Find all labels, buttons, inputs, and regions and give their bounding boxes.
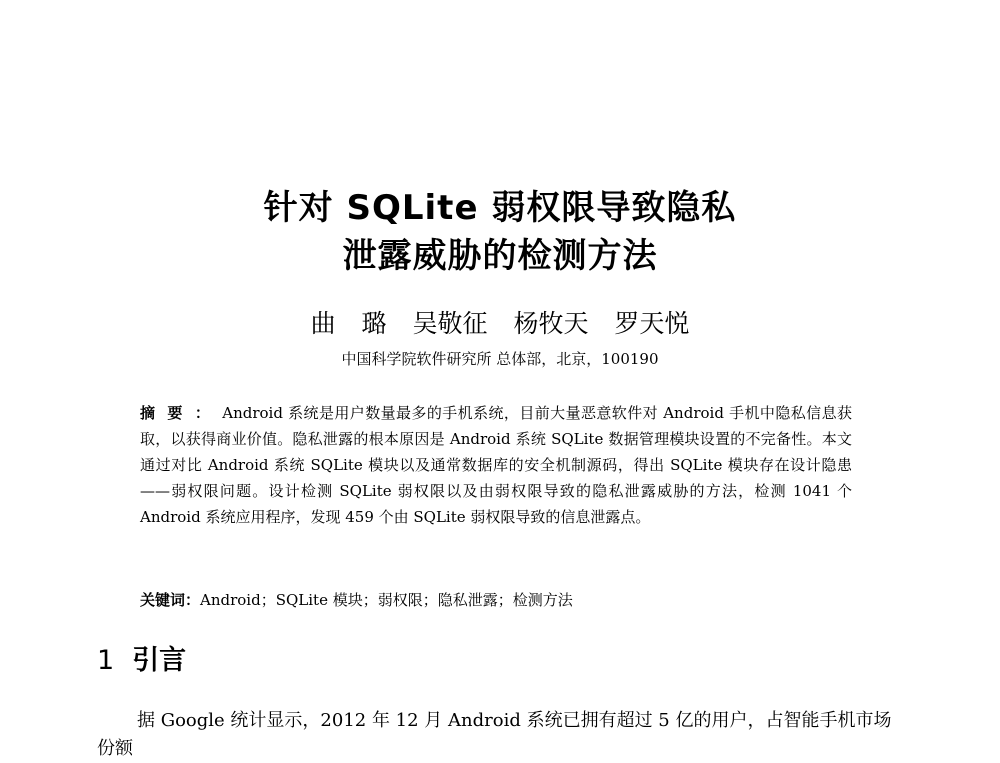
author-name: 罗天悦 (614, 309, 690, 338)
section-title: 引言 (132, 645, 187, 676)
keywords (140, 589, 852, 610)
author-name: 吴敬征 (412, 309, 488, 338)
abstract (140, 400, 852, 530)
keywords-text: Android；SQLite 模块；弱权限；隐私泄露；检测方法 (200, 591, 573, 609)
abstract-label: 摘要： (140, 404, 223, 422)
affiliation: 中国科学院软件研究所 总体部，北京，100190 (341, 350, 659, 368)
paper-title-line-2: 泄露威胁的检测方法 (342, 236, 658, 276)
abstract-text: Android 系统是用户数量最多的手机系统，目前大量恶意软件对 Android 手机中隐私信息获取，以获得商业价值。隐私泄露的根本原因是 Android 系统 SQLite 数据管理模块设置的不完备性。本文通过对比 Android 系统 SQLite 模块以及通常数据库的安全机制源码，得出 SQLite 模块存在设计隐患——弱权限问题。设计检测 SQLite 弱权限以及由弱权限导致的隐私泄露威胁的方法，检测 1041 个 Android 系统应用程序，发现 459 个由 SQLite 弱权限导致的信息泄露点。 (140, 404, 852, 526)
author-name: 杨牧天 (513, 309, 589, 338)
author-name: 曲 璐 (310, 309, 387, 338)
section-number: 1 (97, 645, 115, 676)
keywords-label: 关键词： (140, 591, 201, 609)
section-heading (97, 638, 186, 677)
body-paragraph: 据 Google 统计显示，2012 年 12 月 Android 系统已拥有超过 5 亿的用户，占智能手机市场份额 (97, 710, 892, 759)
paper-title-line-1: 针对 SQLite 弱权限导致隐私 (263, 188, 737, 228)
author-list (0, 304, 1000, 340)
